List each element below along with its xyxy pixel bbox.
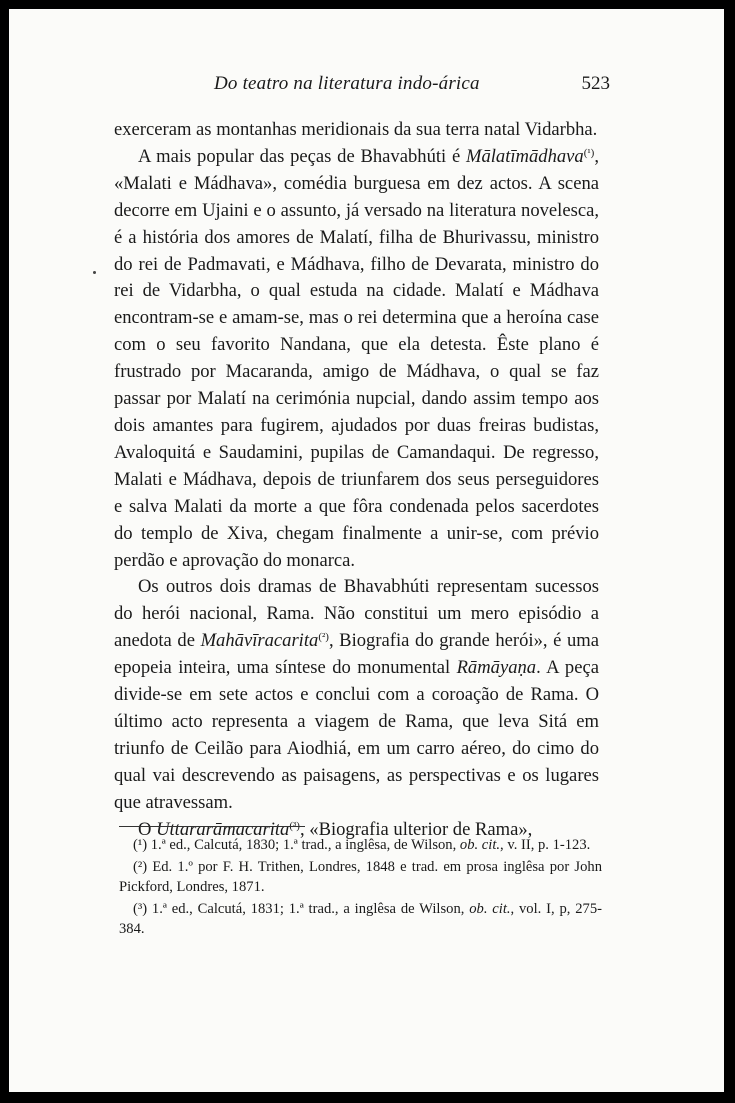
paragraph-3-text: . A peça divide-se em sete actos e conclui com a coroação de Rama. O último acto representa a viagem de Rama, que leva Sitá em triunfo de Ceilão para Aiodhiá, em um carro aéreo, do cimo do qual vai descrevendo as paisagens, as perspectivas e os lugares que atravessam.	[114, 657, 599, 813]
footnote-rule	[119, 826, 305, 827]
footnote-3	[119, 899, 602, 940]
paragraph-3-lead: Os outros dois dramas de Bhavabhúti representam sucessos do herói nacional, Rama. Não constitui um mero episódio a anedota de	[114, 576, 599, 652]
footnote-mark: (³)	[133, 900, 148, 917]
book-page	[9, 9, 724, 1092]
paragraph-1-text: exerceram as montanhas meridionais da sua terra natal Vidarbha.	[114, 119, 598, 140]
paragraph-3-middle: , Biografia do grande herói», é uma epopeia inteira, uma síntese do monumental	[114, 630, 599, 679]
title-malatimadhava: Mālatīmādhava	[465, 145, 584, 167]
paragraph-2-text: , «Malati e Mádhava», comédia burguesa em dez actos. A scena decorre em Ujaini e o assunto, já versado na literatura novelesca, é a história dos amores de Malatí, filha de Bhurivassu, ministro do rei de Padmavati, e Mádhava, filho de Devarata, ministro do rei de Vidarbha, o qual estuda na cidade. Malatí e Mádhava encontram-se e amam-se, mas o rei determina que a heroína case com o seu favorito Nandana, que ela detesta. Êste plano é frustrado por Macaranda, amigo de Mádhava, o qual se faz passar por Malatí na cerimónia nupcial, dando assim tempo aos dois amantes para fugirem, ajudados por duas freiras budistas, Avaloquitá e Saudamini, pupilas de Camandaqui. De regresso, Malati e Mádhava, depois de triunfarem dos seus perseguidores e salva Malati da morte a que fôra condenada pelos sacerdotes do templo de Xiva, chegam finalmente a unir-se, com prévio perdão e aprovação do monarca.	[114, 145, 599, 571]
footnote-mark: (¹)	[133, 837, 148, 853]
footnote-ref-1: (¹)	[583, 146, 595, 159]
footnote-2	[119, 857, 602, 898]
page-header	[114, 73, 610, 101]
footnotes	[119, 835, 602, 941]
footnote-ref-2: (²)	[318, 631, 329, 644]
main-text	[114, 117, 599, 843]
footnote-italic: ob. cit.	[469, 900, 511, 917]
footnote-mark: (²)	[133, 858, 148, 875]
footnote-text-end: , vol. I, p, 275-384.	[119, 900, 602, 938]
footnote-text: Ed. 1.º por F. H. Trithen, Londres, 1848 e trad. em prosa inglêsa por John Pickford, Londres, 1871.	[119, 858, 602, 896]
title-ramayana: Rāmāyaṇa	[456, 657, 537, 679]
footnote-1	[119, 835, 602, 856]
title-mahaviracarita: Mahāvīracarita	[200, 630, 319, 652]
title-uttararamacarita: Uttararāmacarita	[156, 818, 290, 840]
footnote-text-end: , v. II, p. 1-123.	[500, 837, 591, 853]
footnote-text: 1.ª ed., Calcutá, 1831; 1.ª trad., a inglêsa de Wilson,	[147, 900, 470, 917]
paragraph-4-text: , «Biografia ulterior de Rama»,	[299, 818, 533, 840]
paragraph-1	[114, 117, 599, 144]
paragraph-2-lead: A mais popular das peças de Bhavabhúti é	[138, 145, 466, 167]
footnote-italic: ob. cit.	[459, 837, 501, 853]
page-number: 523	[581, 73, 610, 94]
paragraph-3	[114, 574, 599, 816]
footnote-text: 1.ª ed., Calcutá, 1830; 1.ª trad., a inglêsa, de Wilson,	[147, 837, 460, 853]
running-title: Do teatro na literatura indo-árica	[214, 73, 480, 94]
paragraph-2	[114, 144, 599, 575]
footnote-ref-3: (³)	[289, 819, 300, 832]
paragraph-4-lead: O	[138, 818, 157, 840]
margin-mark	[93, 271, 96, 274]
